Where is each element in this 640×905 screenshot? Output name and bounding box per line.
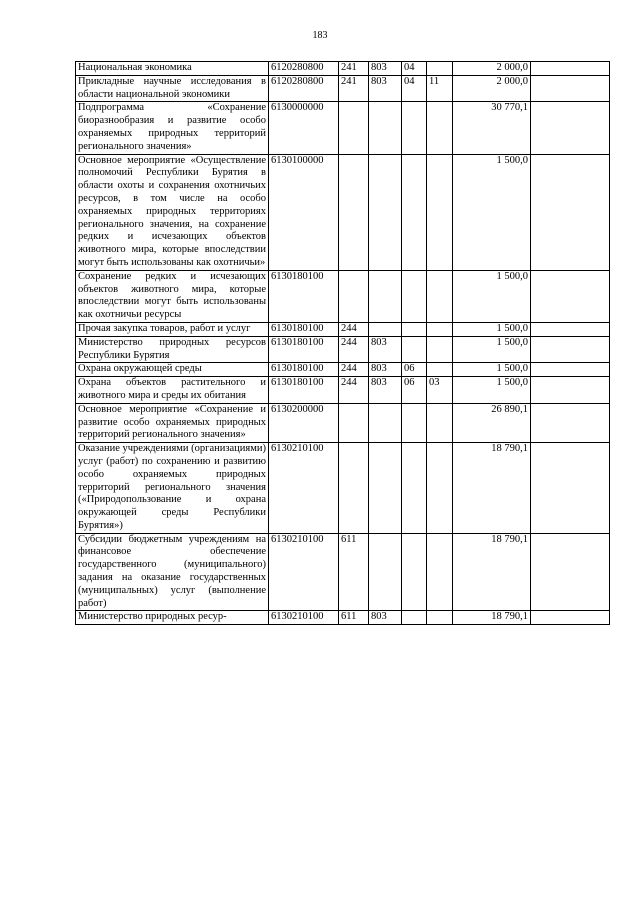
row-code-cell: 6130000000 xyxy=(269,102,339,154)
row-expense-type-cell: 244 xyxy=(339,363,369,377)
row-section-cell: 06 xyxy=(402,363,427,377)
row-expense-type-cell xyxy=(339,154,369,270)
row-subsection-cell xyxy=(427,270,453,322)
table-row xyxy=(76,102,610,154)
row-name-cell: Национальная экономика xyxy=(76,62,269,76)
table-row xyxy=(76,611,610,625)
row-ministry-cell xyxy=(369,443,402,534)
row-empty-cell xyxy=(531,363,610,377)
row-code-cell: 6130180100 xyxy=(269,270,339,322)
row-amount-cell: 1 500,0 xyxy=(453,270,531,322)
row-ministry-cell: 803 xyxy=(369,611,402,625)
table-body xyxy=(76,62,610,625)
row-subsection-cell: 03 xyxy=(427,377,453,404)
row-code-cell: 6130210100 xyxy=(269,443,339,534)
row-empty-cell xyxy=(531,377,610,404)
row-expense-type-cell: 244 xyxy=(339,336,369,363)
row-name-cell: Охрана объектов растительного и животного мира и среды их обитания xyxy=(76,377,269,404)
table-row xyxy=(76,403,610,442)
row-code-cell: 6130210100 xyxy=(269,611,339,625)
budget-table xyxy=(75,61,610,625)
row-expense-type-cell: 611 xyxy=(339,533,369,611)
row-section-cell: 04 xyxy=(402,62,427,76)
row-amount-cell: 1 500,0 xyxy=(453,363,531,377)
row-subsection-cell xyxy=(427,611,453,625)
row-section-cell xyxy=(402,154,427,270)
row-name-cell: Охрана окружающей среды xyxy=(76,363,269,377)
row-subsection-cell xyxy=(427,62,453,76)
row-name-cell: Министерство природных ресур- xyxy=(76,611,269,625)
row-empty-cell xyxy=(531,336,610,363)
row-subsection-cell xyxy=(427,154,453,270)
table-row xyxy=(76,377,610,404)
row-empty-cell xyxy=(531,102,610,154)
row-empty-cell xyxy=(531,154,610,270)
row-empty-cell xyxy=(531,270,610,322)
row-ministry-cell xyxy=(369,533,402,611)
row-amount-cell: 1 500,0 xyxy=(453,336,531,363)
table-row xyxy=(76,62,610,76)
row-expense-type-cell: 244 xyxy=(339,322,369,336)
page-number: 183 xyxy=(312,30,328,41)
row-ministry-cell xyxy=(369,322,402,336)
table-row xyxy=(76,270,610,322)
row-amount-cell: 30 770,1 xyxy=(453,102,531,154)
row-expense-type-cell: 241 xyxy=(339,75,369,102)
row-amount-cell: 26 890,1 xyxy=(453,403,531,442)
row-name-cell: Оказание учреждениями (организациями) услуг (работ) по сохранению и развитию особо охраняемых природных территорий регионального значения («Природопользование и охрана окружающей среды Республики Бурятия») xyxy=(76,443,269,534)
row-ministry-cell: 803 xyxy=(369,75,402,102)
row-expense-type-cell: 241 xyxy=(339,62,369,76)
table-row xyxy=(76,322,610,336)
row-ministry-cell: 803 xyxy=(369,363,402,377)
row-subsection-cell xyxy=(427,533,453,611)
row-empty-cell xyxy=(531,533,610,611)
row-name-cell: Прикладные научные исследования в области национальной экономики xyxy=(76,75,269,102)
table-row xyxy=(76,336,610,363)
row-ministry-cell xyxy=(369,154,402,270)
row-code-cell: 6130200000 xyxy=(269,403,339,442)
row-empty-cell xyxy=(531,75,610,102)
row-section-cell xyxy=(402,102,427,154)
row-name-cell: Министерство природных ресурсов Республики Бурятия xyxy=(76,336,269,363)
row-code-cell: 6130180100 xyxy=(269,322,339,336)
row-empty-cell xyxy=(531,403,610,442)
row-ministry-cell: 803 xyxy=(369,377,402,404)
row-empty-cell xyxy=(531,443,610,534)
row-subsection-cell xyxy=(427,102,453,154)
row-ministry-cell xyxy=(369,403,402,442)
row-section-cell: 06 xyxy=(402,377,427,404)
row-subsection-cell xyxy=(427,443,453,534)
row-subsection-cell xyxy=(427,403,453,442)
row-empty-cell xyxy=(531,322,610,336)
row-subsection-cell xyxy=(427,363,453,377)
row-section-cell xyxy=(402,270,427,322)
row-section-cell xyxy=(402,533,427,611)
row-amount-cell: 2 000,0 xyxy=(453,62,531,76)
row-expense-type-cell: 611 xyxy=(339,611,369,625)
row-section-cell xyxy=(402,336,427,363)
row-subsection-cell xyxy=(427,322,453,336)
row-code-cell: 6130100000 xyxy=(269,154,339,270)
row-section-cell xyxy=(402,322,427,336)
row-subsection-cell: 11 xyxy=(427,75,453,102)
row-empty-cell xyxy=(531,62,610,76)
row-amount-cell: 1 500,0 xyxy=(453,154,531,270)
row-section-cell: 04 xyxy=(402,75,427,102)
row-name-cell: Основное мероприятие «Сохранение и развитие особо охраняемых природных территорий регионального значения» xyxy=(76,403,269,442)
row-code-cell: 6120280800 xyxy=(269,75,339,102)
row-code-cell: 6130180100 xyxy=(269,336,339,363)
row-name-cell: Сохранение редких и исчезающих объектов животного мира, которые впоследствии могут быть использованы как охотничьи ресурсы xyxy=(76,270,269,322)
row-code-cell: 6130180100 xyxy=(269,363,339,377)
table-row xyxy=(76,443,610,534)
row-expense-type-cell xyxy=(339,102,369,154)
row-subsection-cell xyxy=(427,336,453,363)
table-row xyxy=(76,533,610,611)
table-row xyxy=(76,363,610,377)
row-code-cell: 6130180100 xyxy=(269,377,339,404)
row-empty-cell xyxy=(531,611,610,625)
row-amount-cell: 18 790,1 xyxy=(453,533,531,611)
row-amount-cell: 1 500,0 xyxy=(453,377,531,404)
row-expense-type-cell xyxy=(339,403,369,442)
row-amount-cell: 18 790,1 xyxy=(453,611,531,625)
row-section-cell xyxy=(402,611,427,625)
table-row xyxy=(76,75,610,102)
row-code-cell: 6130210100 xyxy=(269,533,339,611)
row-expense-type-cell xyxy=(339,270,369,322)
row-name-cell: Субсидии бюджетным учреждениям на финансовое обеспечение государственного (муниципального) задания на оказание государственных (муниципальных) услуг (выполнение работ) xyxy=(76,533,269,611)
row-expense-type-cell xyxy=(339,443,369,534)
row-expense-type-cell: 244 xyxy=(339,377,369,404)
row-section-cell xyxy=(402,403,427,442)
row-amount-cell: 2 000,0 xyxy=(453,75,531,102)
table-row xyxy=(76,154,610,270)
row-ministry-cell: 803 xyxy=(369,62,402,76)
row-name-cell: Основное мероприятие «Осуществление полномочий Республики Бурятия в области охоты и сохранения охотничьих ресурсов, в том числе на особо охраняемых природных территориях регионального значения, на сохранение редких и исчезающих объектов животного мира, которые впоследствии могут быть использованы как охотничьи» xyxy=(76,154,269,270)
row-section-cell xyxy=(402,443,427,534)
row-ministry-cell xyxy=(369,270,402,322)
row-ministry-cell xyxy=(369,102,402,154)
row-name-cell: Прочая закупка товаров, работ и услуг xyxy=(76,322,269,336)
row-ministry-cell: 803 xyxy=(369,336,402,363)
row-amount-cell: 1 500,0 xyxy=(453,322,531,336)
row-amount-cell: 18 790,1 xyxy=(453,443,531,534)
row-code-cell: 6120280800 xyxy=(269,62,339,76)
row-name-cell: Подпрограмма «Сохранение биоразнообразия и развитие особо охраняемых природных территорий регионального значения» xyxy=(76,102,269,154)
